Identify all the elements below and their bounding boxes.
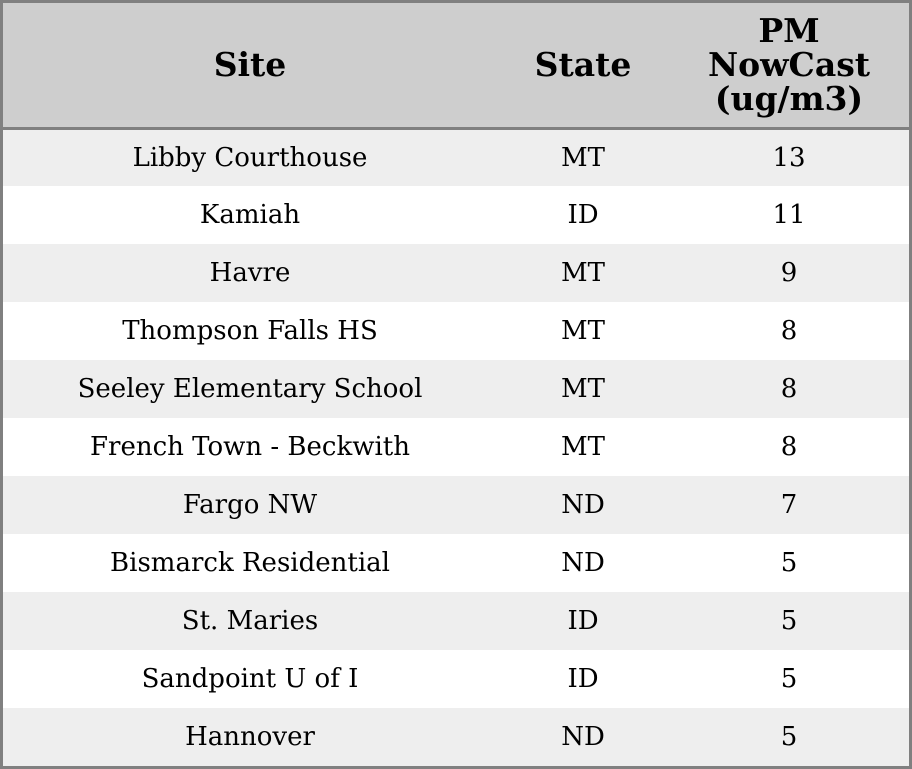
cell-pm: 9 — [780, 258, 798, 288]
table-row — [3, 650, 909, 708]
pm-header-line-3: (ug/m3) — [714, 78, 864, 118]
table-body — [3, 128, 909, 766]
cell-site: Fargo NW — [182, 490, 318, 520]
pm-header-line-2: NowCast — [707, 44, 871, 84]
cell-site: Seeley Elementary School — [77, 374, 423, 404]
header-row — [3, 3, 909, 128]
pm-header-line-1: PM — [758, 10, 820, 50]
column-header-pm-nowcast — [669, 3, 909, 128]
cell-site: Kamiah — [199, 200, 301, 230]
table-row — [3, 708, 909, 766]
cell-pm: 8 — [780, 432, 798, 462]
cell-state: ID — [567, 664, 599, 694]
cell-site: St. Maries — [181, 606, 319, 636]
pm-nowcast-table — [3, 3, 909, 766]
cell-state: ND — [561, 548, 605, 578]
table-row — [3, 476, 909, 534]
cell-site: Thompson Falls HS — [122, 316, 378, 346]
cell-state: MT — [561, 374, 605, 404]
table-row — [3, 244, 909, 302]
table-row — [3, 186, 909, 244]
cell-site: Sandpoint U of I — [141, 664, 359, 694]
table-row — [3, 592, 909, 650]
cell-state: MT — [561, 432, 605, 462]
cell-site: Havre — [209, 258, 291, 288]
cell-site: Libby Courthouse — [132, 142, 368, 173]
table-row — [3, 128, 909, 186]
cell-pm: 11 — [772, 200, 806, 230]
table-row — [3, 534, 909, 592]
cell-pm: 8 — [780, 316, 798, 346]
cell-site: French Town - Beckwith — [89, 432, 411, 462]
column-header-state: State — [497, 3, 669, 128]
cell-site: Hannover — [185, 722, 315, 752]
cell-pm: 7 — [780, 490, 798, 520]
cell-pm: 5 — [780, 722, 798, 752]
cell-pm: 13 — [772, 142, 806, 173]
cell-state: ND — [561, 490, 605, 520]
cell-pm: 8 — [780, 374, 798, 404]
table-row — [3, 360, 909, 418]
table-row — [3, 302, 909, 360]
table-header — [3, 3, 909, 128]
cell-state: MT — [561, 316, 605, 346]
cell-pm: 5 — [780, 548, 798, 578]
cell-state: ND — [561, 722, 605, 752]
cell-site: Bismarck Residential — [110, 548, 390, 578]
column-header-site: Site — [3, 3, 497, 128]
table-row — [3, 418, 909, 476]
cell-pm: 5 — [780, 606, 798, 636]
cell-state: ID — [567, 200, 599, 230]
cell-state: ID — [567, 606, 599, 636]
cell-state: MT — [561, 258, 605, 288]
cell-state: MT — [561, 142, 605, 173]
cell-pm: 5 — [780, 664, 798, 694]
